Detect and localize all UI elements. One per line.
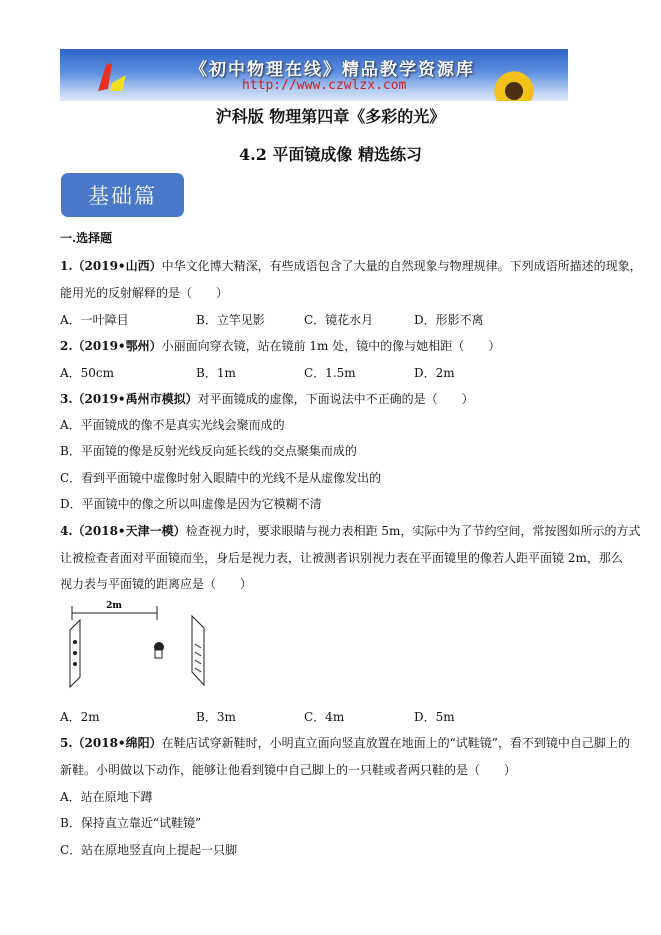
dimension-label: 2m [106, 601, 122, 611]
question-label: 3.（2019•禹州市模拟） [60, 392, 198, 406]
option-d: D．形影不离 [414, 313, 484, 327]
option-b: B．平面镜的像是反射光线反向延长线的交点聚集而成的 [60, 444, 357, 458]
question-text: 让被检查者面对平面镜而坐，身后是视力表，让被测者识别视力表在平面镜里的像若人距平面镜 2m，那么 [60, 551, 623, 565]
question-4 [60, 522, 640, 539]
question-text: 能用光的反射解释的是（ ） [60, 286, 229, 300]
document-subtitle: 4.2 平面镜成像 精选练习 [239, 145, 422, 164]
banner-title: 《初中物理在线》精品教学资源库 [190, 60, 475, 80]
question-5 [60, 734, 630, 751]
option-a: A．一叶障目 [60, 313, 129, 327]
question-label: 1.（2019•山西） [60, 259, 162, 273]
question-text: 中华文化博大精深，有些成语包含了大量的自然现象与物理规律。下列成语所描述的现象， [161, 259, 642, 273]
eye-chart-icon [192, 616, 204, 685]
document-title: 沪科版 物理第四章《多彩的光》 [215, 107, 446, 126]
option-a: A．50cm [60, 366, 115, 380]
option-b: B．3m [196, 710, 236, 724]
option-d: D．5m [414, 710, 455, 724]
option-b: B．1m [196, 366, 236, 380]
option-d: D．平面镜中的像之所以叫虚像是因为它模糊不清 [60, 497, 322, 511]
question-text: 在鞋店试穿新鞋时，小明直立面向竖直放置在地面上的“试鞋镜”，看不到镜中自己脚上的 [161, 736, 630, 750]
banner [60, 49, 568, 101]
mirror-eye-chart-figure [60, 600, 260, 695]
option-a: A．平面镜成的像不是真实光线会聚而成的 [60, 418, 285, 432]
question-text: 新鞋。小明做以下动作，能够让他看到镜中自己脚上的一只鞋或者两只鞋的是（ ） [60, 763, 517, 777]
question-label: 4.（2018•天津一模） [60, 524, 186, 538]
option-c: C．看到平面镜中虚像时射入眼睛中的光线不是从虚像发出的 [60, 471, 382, 485]
logo-icon [96, 61, 140, 95]
banner-url: http://www.czwlzx.com [242, 78, 407, 93]
option-c: C．镜花水月 [304, 313, 374, 327]
section-heading: 一.选择题 [60, 231, 113, 245]
option-d: D．2m [414, 366, 455, 380]
option-b: B．保持直立靠近“试鞋镜” [60, 816, 202, 830]
question-text: 小丽面向穿衣镜，站在镜前 1m 处，镜中的像与她相距（ ） [161, 339, 501, 353]
question-label: 5.（2018•绵阳） [60, 736, 162, 750]
option-a: A．站在原地下蹲 [60, 790, 153, 804]
person-icon [154, 642, 164, 658]
question-label: 2.（2019•鄂州） [60, 339, 162, 353]
question-text: 视力表与平面镜的距离应是（ ） [60, 577, 253, 591]
option-b: B．立竿见影 [196, 313, 265, 327]
question-1 [60, 257, 642, 274]
option-c: C．4m [304, 710, 345, 724]
option-c: C．站在原地竖直向上提起一只脚 [60, 843, 238, 857]
option-a: A．2m [60, 710, 100, 724]
question-text: 检查视力时，要求眼睛与视力表相距 5m，实际中为了节约空间，常按图如所示的方式 [185, 524, 641, 538]
sunflower-icon [492, 69, 536, 101]
question-3 [60, 390, 474, 407]
question-2 [60, 337, 500, 354]
question-text: 对平面镜成的虚像，下面说法中不正确的是（ ） [197, 392, 474, 406]
option-c: C．1.5m [304, 366, 356, 380]
section-badge: 基础篇 [61, 173, 184, 217]
